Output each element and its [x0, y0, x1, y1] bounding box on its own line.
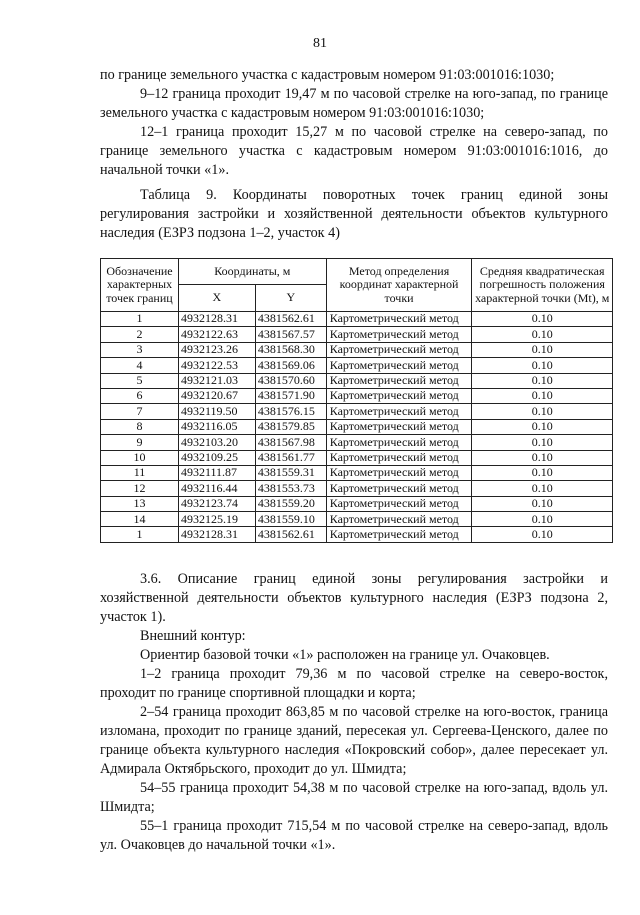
error-cell: 0.10: [472, 327, 613, 342]
x-cell: 4932128.31: [178, 312, 255, 327]
table-body: [101, 312, 613, 543]
y-cell: 4381569.06: [255, 358, 326, 373]
method-cell: Картометрический метод: [326, 419, 472, 434]
x-cell: 4932119.50: [178, 404, 255, 419]
y-cell: 4381559.31: [255, 465, 326, 480]
y-cell: 4381562.61: [255, 312, 326, 327]
x-cell: 4932123.26: [178, 342, 255, 357]
error-cell: 0.10: [472, 358, 613, 373]
y-cell: 4381579.85: [255, 419, 326, 434]
error-cell: 0.10: [472, 450, 613, 465]
table-row: [101, 512, 613, 527]
table-row: [101, 419, 613, 434]
table-row: [101, 527, 613, 542]
method-cell: Картометрический метод: [326, 358, 472, 373]
point-cell: 13: [101, 496, 179, 511]
paragraph: по границе земельного участка с кадастровым номером 91:03:001016:1030;: [100, 67, 555, 83]
method-cell: Картометрический метод: [326, 373, 472, 388]
y-cell: 4381553.73: [255, 481, 326, 496]
y-cell: 4381559.20: [255, 496, 326, 511]
table-row: [101, 450, 613, 465]
error-cell: 0.10: [472, 481, 613, 496]
y-cell: 4381562.61: [255, 527, 326, 542]
y-cell: 4381559.10: [255, 512, 326, 527]
paragraph: Внешний контур:: [140, 628, 246, 644]
error-cell: 0.10: [472, 373, 613, 388]
header-designation: Обозначение характерных точек границ: [101, 259, 179, 312]
point-cell: 3: [101, 342, 179, 357]
y-cell: 4381567.98: [255, 435, 326, 450]
x-cell: 4932103.20: [178, 435, 255, 450]
x-cell: 4932125.19: [178, 512, 255, 527]
method-cell: Картометрический метод: [326, 342, 472, 357]
x-cell: 4932122.53: [178, 358, 255, 373]
point-cell: 4: [101, 358, 179, 373]
bottom-section: [100, 570, 608, 855]
x-cell: 4932128.31: [178, 527, 255, 542]
top-section: [100, 66, 608, 180]
method-cell: Картометрический метод: [326, 435, 472, 450]
y-cell: 4381570.60: [255, 373, 326, 388]
table-row: [101, 404, 613, 419]
table-row: [101, 465, 613, 480]
error-cell: 0.10: [472, 435, 613, 450]
y-cell: 4381561.77: [255, 450, 326, 465]
y-cell: 4381567.57: [255, 327, 326, 342]
method-cell: Картометрический метод: [326, 450, 472, 465]
point-cell: 9: [101, 435, 179, 450]
table-caption: Таблица 9. Координаты поворотных точек границ единой зоны регулирования застройки и хозяйственной деятельности объектов культурного наследия (ЕЗРЗ подзона 1–2, участок 4): [100, 187, 608, 241]
x-cell: 4932123.74: [178, 496, 255, 511]
table-row: [101, 312, 613, 327]
table-row: [101, 358, 613, 373]
point-cell: 6: [101, 388, 179, 403]
point-cell: 14: [101, 512, 179, 527]
error-cell: 0.10: [472, 419, 613, 434]
table-row: [101, 342, 613, 357]
paragraph: 55–1 граница проходит 715,54 м по часовой стрелке на северо-запад, вдоль ул. Очаковцев до начальной точки «1».: [100, 818, 608, 853]
point-cell: 10: [101, 450, 179, 465]
error-cell: 0.10: [472, 312, 613, 327]
error-cell: 0.10: [472, 342, 613, 357]
x-cell: 4932120.67: [178, 388, 255, 403]
x-cell: 4932116.05: [178, 419, 255, 434]
x-cell: 4932121.03: [178, 373, 255, 388]
header-error: Средняя квадратическая погрешность положения характерной точки (Mt), м: [472, 259, 613, 312]
point-cell: 8: [101, 419, 179, 434]
error-cell: 0.10: [472, 527, 613, 542]
x-cell: 4932111.87: [178, 465, 255, 480]
x-cell: 4932109.25: [178, 450, 255, 465]
header-x: X: [178, 285, 255, 312]
header-method: Метод определения координат характерной точки: [326, 259, 472, 312]
method-cell: Картометрический метод: [326, 512, 472, 527]
header-y: Y: [255, 285, 326, 312]
paragraph: 12–1 граница проходит 15,27 м по часовой стрелке на северо-запад, по границе земельного участка с кадастровым номером 91:03:001016:1016, до начальной точки «1».: [100, 124, 608, 178]
error-cell: 0.10: [472, 496, 613, 511]
error-cell: 0.10: [472, 465, 613, 480]
x-cell: 4932116.44: [178, 481, 255, 496]
error-cell: 0.10: [472, 512, 613, 527]
method-cell: Картометрический метод: [326, 388, 472, 403]
method-cell: Картометрический метод: [326, 496, 472, 511]
paragraph: 1–2 граница проходит 79,36 м по часовой стрелке на северо-восток, проходит по границе спортивной площадки и корта;: [100, 666, 608, 701]
method-cell: Картометрический метод: [326, 465, 472, 480]
paragraph: 9–12 граница проходит 19,47 м по часовой стрелке на юго-запад, по границе земельного участка с кадастровым номером 91:03:001016:1030;: [100, 86, 608, 121]
header-coordinates: Координаты, м: [178, 259, 326, 285]
method-cell: Картометрический метод: [326, 327, 472, 342]
error-cell: 0.10: [472, 388, 613, 403]
paragraph: 54–55 граница проходит 54,38 м по часовой стрелке на юго-запад, вдоль ул. Шмидта;: [100, 780, 608, 815]
method-cell: Картометрический метод: [326, 312, 472, 327]
x-cell: 4932122.63: [178, 327, 255, 342]
table-row: [101, 388, 613, 403]
point-cell: 1: [101, 527, 179, 542]
table-row: [101, 373, 613, 388]
y-cell: 4381576.15: [255, 404, 326, 419]
method-cell: Картометрический метод: [326, 481, 472, 496]
section-heading: 3.6. Описание границ единой зоны регулирования застройки и хозяйственной деятельности объектов культурного наследия (ЕЗРЗ подзона 2, участок 1).: [100, 571, 608, 625]
paragraph: Ориентир базовой точки «1» расположен на границе ул. Очаковцев.: [140, 647, 550, 663]
point-cell: 7: [101, 404, 179, 419]
table-row: [101, 327, 613, 342]
table-caption-block: [100, 186, 608, 243]
page-number: 81: [313, 36, 327, 51]
table-row: [101, 496, 613, 511]
table-row: [101, 435, 613, 450]
y-cell: 4381568.30: [255, 342, 326, 357]
method-cell: Картометрический метод: [326, 404, 472, 419]
paragraph: 2–54 граница проходит 863,85 м по часовой стрелке на юго-восток, граница изломана, проходит по границе зданий, пересекая ул. Сергеева-Ценского, далее по границе объекта культурного наследия «Покровский собор», далее пересекает ул. Адмирала Октябрьского, проходит до ул. Шмидта;: [100, 704, 608, 777]
method-cell: Картометрический метод: [326, 527, 472, 542]
error-cell: 0.10: [472, 404, 613, 419]
y-cell: 4381571.90: [255, 388, 326, 403]
point-cell: 11: [101, 465, 179, 480]
point-cell: 1: [101, 312, 179, 327]
coordinates-table: [100, 258, 613, 543]
point-cell: 12: [101, 481, 179, 496]
table-row: [101, 481, 613, 496]
point-cell: 5: [101, 373, 179, 388]
point-cell: 2: [101, 327, 179, 342]
